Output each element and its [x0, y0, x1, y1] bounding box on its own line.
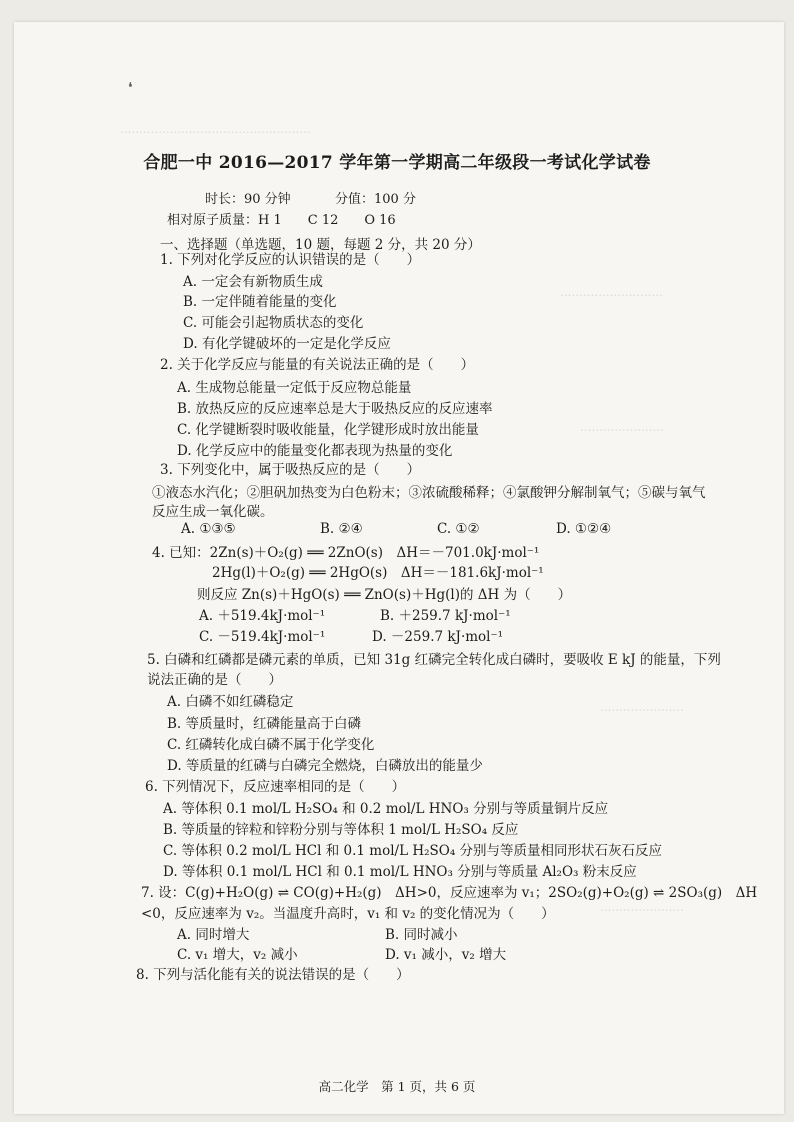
q6-option-b: B. 等质量的锌粒和锌粉分别与等体积 1 mol/L H₂SO₄ 反应: [163, 822, 519, 838]
page-footer: 高二化学 第 1 页，共 6 页: [318, 1079, 476, 1094]
q7-option-c: C. v₁ 增大，v₂ 减小: [177, 947, 298, 963]
question-3: 3. 下列变化中，属于吸热反应的是（ ）: [160, 462, 421, 478]
scan-mark: ❛: [128, 80, 133, 96]
q5-option-b: B. 等质量时，红磷能量高于白磷: [167, 716, 362, 732]
q7-option-d: D. v₁ 减小，v₂ 增大: [385, 947, 507, 963]
q7-option-a: A. 同时增大: [177, 927, 250, 943]
q5-option-a: A. 白磷不如红磷稳定: [167, 694, 294, 710]
atomic-mass-line: 相对原子质量：H 1 C 12 O 16: [167, 213, 396, 228]
question-8: 8. 下列与活化能有关的说法错误的是（ ）: [136, 967, 410, 983]
q3-items-line1: ①液态水汽化；②胆矾加热变为白色粉末；③浓硫酸稀释；④氯酸钾分解制氧气；⑤碳与氧气: [152, 485, 706, 501]
question-2: 2. 关于化学反应与能量的有关说法正确的是（ ）: [160, 357, 475, 373]
bleed-through-text: ..................................................: [120, 122, 311, 136]
q6-option-d: D. 等体积 0.1 mol/L HCl 和 0.1 mol/L HNO₃ 分别与等质量 Al₂O₃ 粉末反应: [163, 864, 637, 880]
exam-title: 合肥一中 2016—2017 学年第一学期高二年级段一考试化学试卷: [143, 153, 651, 173]
q7-stem-2: <0，反应速率为 v₂。当温度升高时，v₁ 和 v₂ 的变化情况为（ ）: [141, 906, 555, 922]
q4-question: 则反应 Zn(s)＋HgO(s) ══ ZnO(s)＋Hg(l)的 ΔH 为（ ）: [197, 587, 572, 603]
q1-option-c: C. 可能会引起物质状态的变化: [183, 315, 364, 331]
duration: 时长：90 分钟: [205, 192, 291, 207]
q4-option-d: D. －259.7 kJ·mol⁻¹: [372, 629, 504, 645]
q3-option-b: B. ②④: [320, 521, 363, 537]
question-6: 6. 下列情况下，反应速率相同的是（ ）: [145, 779, 406, 795]
q6-option-a: A. 等体积 0.1 mol/L H₂SO₄ 和 0.2 mol/L HNO₃ 分别与等质量铜片反应: [163, 801, 609, 817]
q7-option-b: B. 同时减小: [385, 927, 458, 943]
q1-option-d: D. 有化学键破坏的一定是化学反应: [183, 336, 391, 352]
section-heading: 一、选择题（单选题，10 题，每题 2 分，共 20 分）: [160, 237, 481, 253]
q4-option-a: A. ＋519.4kJ·mol⁻¹: [199, 608, 326, 624]
q5-option-c: C. 红磷转化成白磷不属于化学变化: [167, 737, 375, 753]
q2-option-c: C. 化学键断裂时吸收能量，化学键形成时放出能量: [177, 422, 479, 438]
q5-stem-2: 说法正确的是（ ）: [147, 672, 282, 688]
q4-equation-2: 2Hg(l)＋O₂(g) ══ 2HgO(s) ΔH＝－181.6kJ·mol⁻¹: [212, 565, 544, 581]
bleed-through-text: ...........................: [560, 285, 663, 299]
q3-option-d: D. ①②④: [556, 521, 612, 537]
q2-option-a: A. 生成物总能量一定低于反应物总能量: [177, 380, 412, 396]
question-4: 4. 已知：2Zn(s)＋O₂(g) ══ 2ZnO(s) ΔH＝－701.0kJ·mol⁻¹: [152, 545, 540, 561]
full-score: 分值：100 分: [335, 192, 416, 207]
q4-option-b: B. ＋259.7 kJ·mol⁻¹: [380, 608, 511, 624]
q5-option-d: D. 等质量的红磷与白磷完全燃烧，白磷放出的能量少: [167, 758, 483, 774]
question-1: 1. 下列对化学反应的认识错误的是（ ）: [160, 252, 421, 268]
q3-option-c: C. ①②: [437, 521, 480, 537]
q3-option-a: A. ①③⑤: [181, 521, 236, 537]
q6-option-c: C. 等体积 0.2 mol/L HCl 和 0.1 mol/L H₂SO₄ 分别与等质量相同形状石灰石反应: [163, 843, 663, 859]
q4-option-c: C. －519.4kJ·mol⁻¹: [199, 629, 326, 645]
q3-items-line2: 反应生成一氧化碳。: [152, 504, 274, 520]
bleed-through-text: ......................: [600, 700, 684, 714]
q1-option-b: B. 一定伴随着能量的变化: [183, 294, 337, 310]
q1-option-a: A. 一定会有新物质生成: [183, 274, 323, 290]
q2-option-b: B. 放热反应的反应速率总是大于吸热反应的反应速率: [177, 401, 493, 417]
question-5: 5. 白磷和红磷都是磷元素的单质，已知 31g 红磷完全转化成白磷时，要吸收 E kJ 的能量，下列: [147, 652, 721, 668]
q2-option-d: D. 化学反应中的能量变化都表现为热量的变化: [177, 443, 453, 459]
question-7: 7. 设：C(g)+H₂O(g) ⇌ CO(g)+H₂(g) ΔH>0，反应速率为 v₁；2SO₂(g)+O₂(g) ⇌ 2SO₃(g) ΔH: [141, 885, 758, 901]
bleed-through-text: ......................: [580, 420, 664, 434]
bleed-through-text: ......................: [600, 900, 684, 914]
